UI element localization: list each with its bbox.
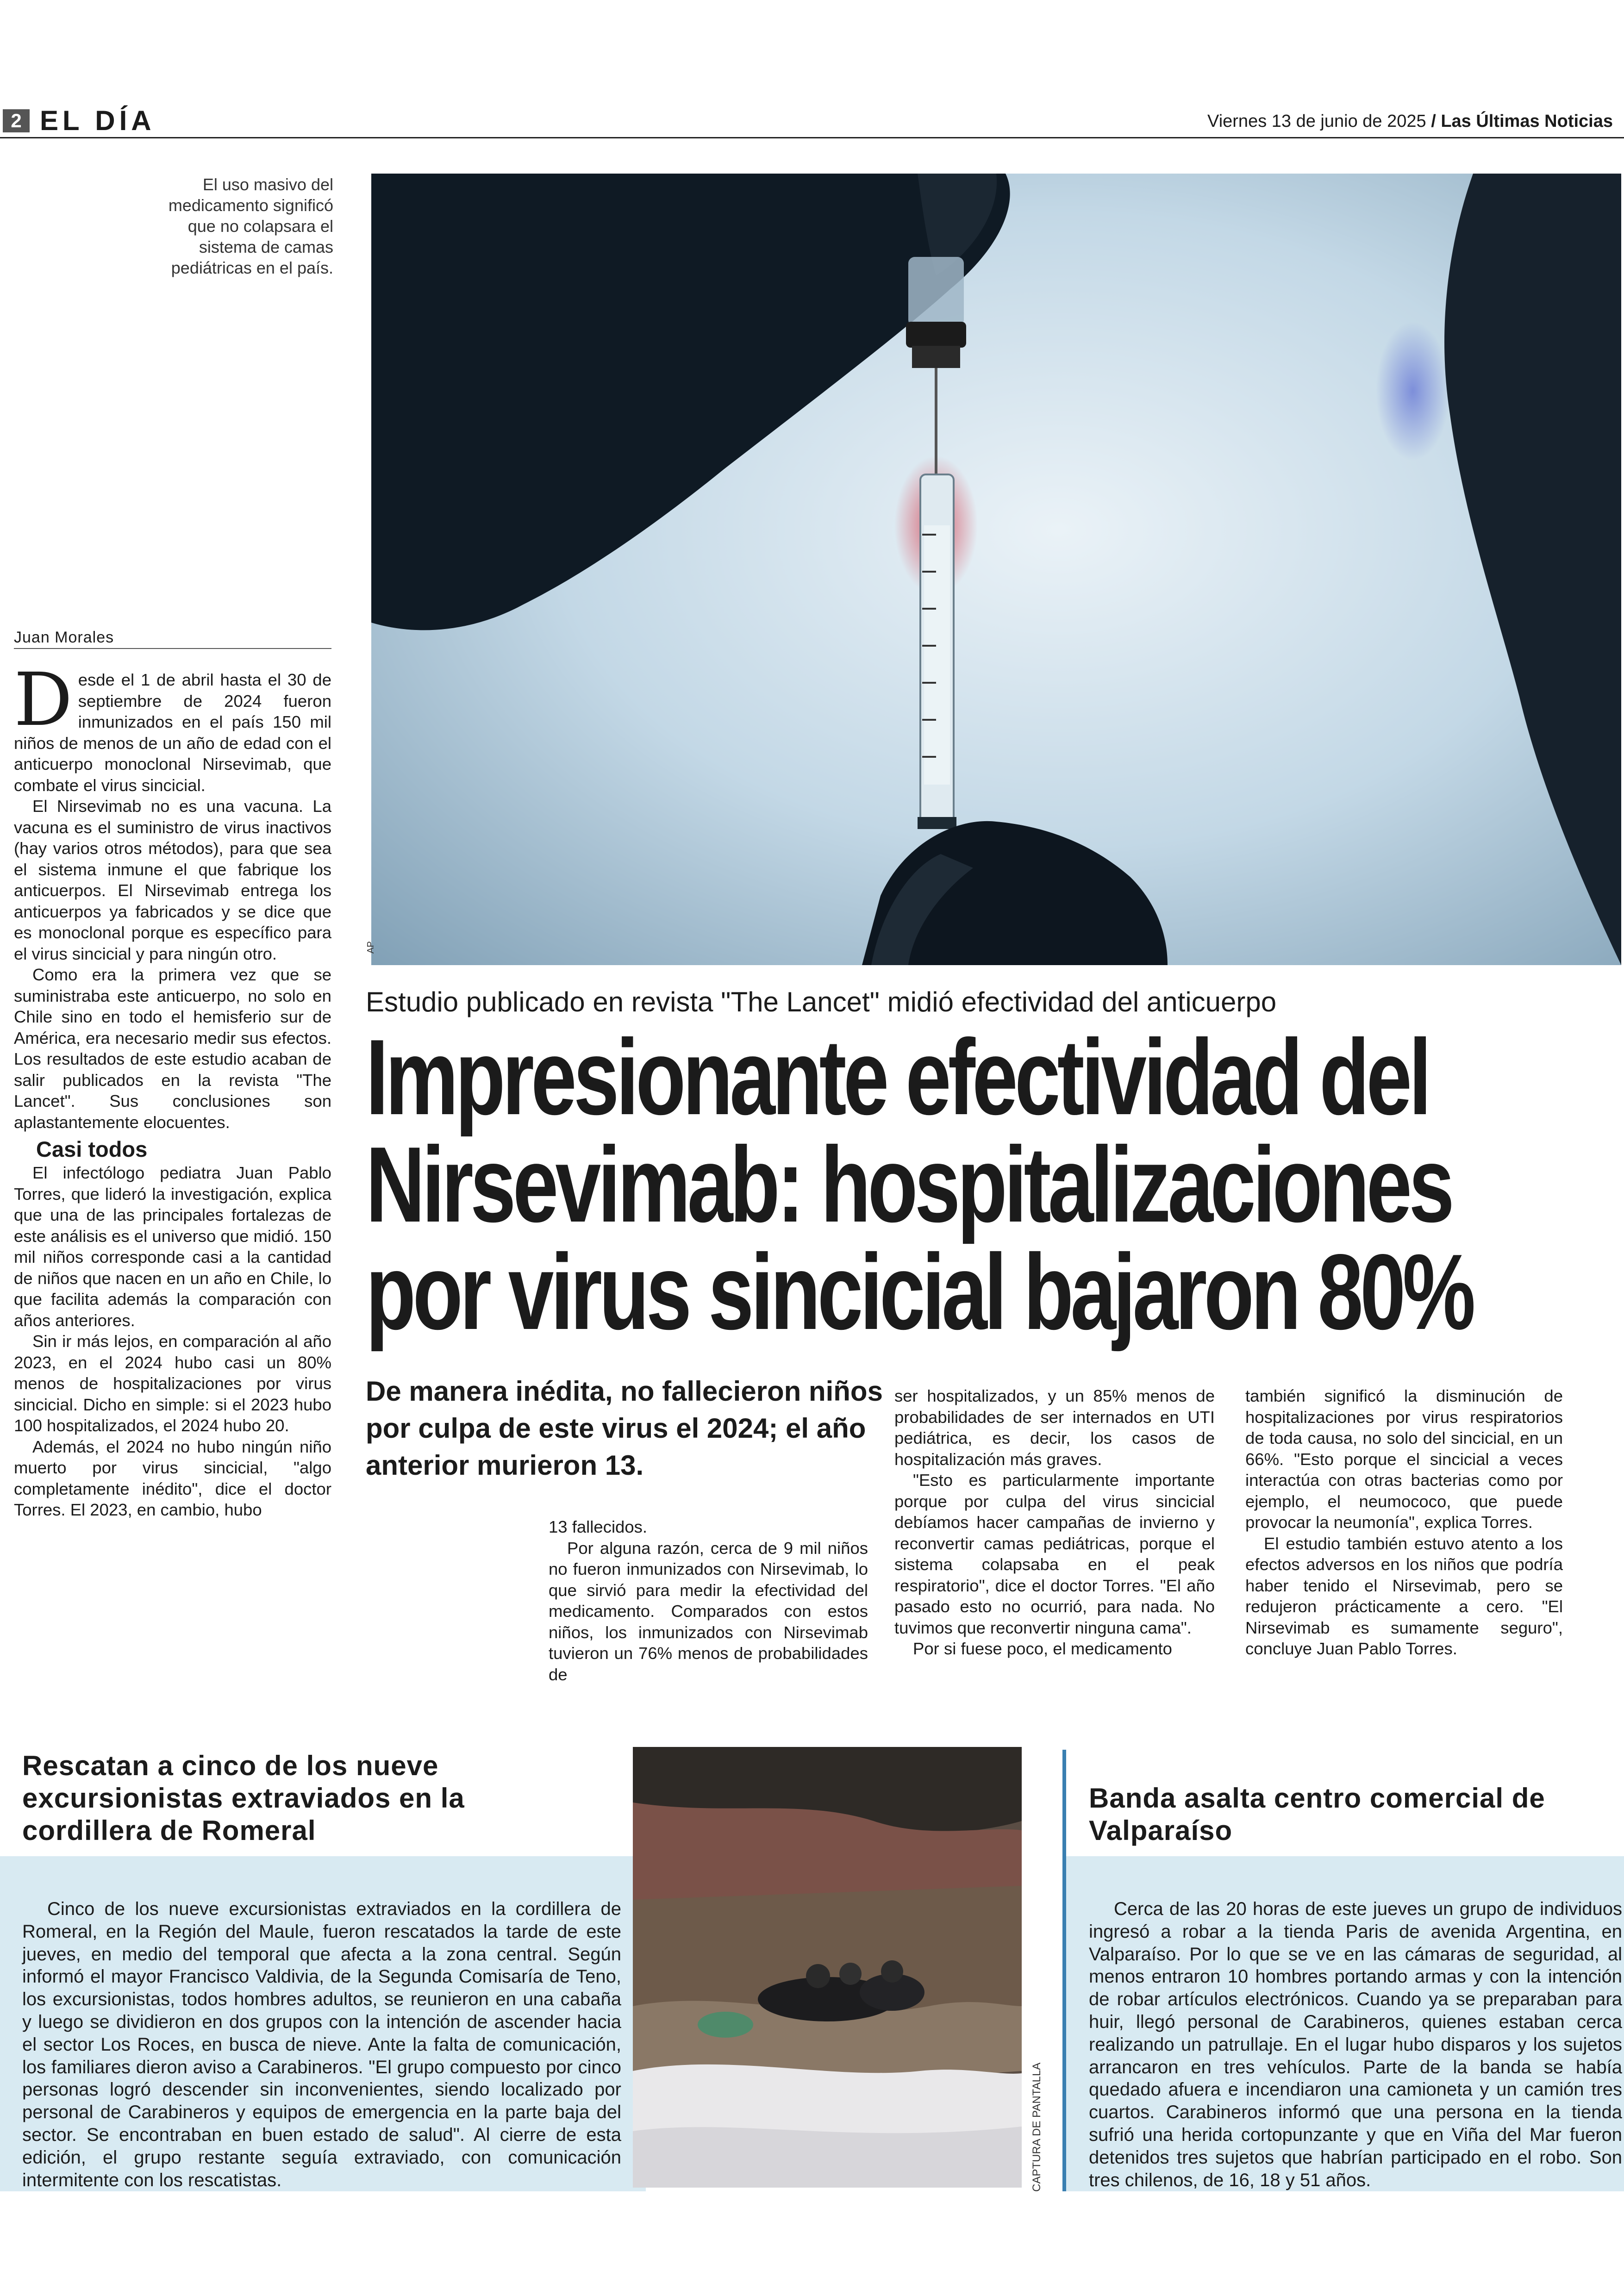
byline: Juan Morales [14, 629, 114, 646]
paragraph: El infectólogo pediatra Juan Pablo Torres, que lideró la investigación, explica que una de las principales fortalezas de este análisis es el universo que midió. 150 mil niños corresponde casi a la cantidad de niños que nacen en un año en Chile, lo que facilita además la comparación con años anteriores. [14, 1163, 331, 1330]
photo-credit: AP [366, 941, 376, 954]
headline [366, 1017, 1473, 1352]
brief-body-rescue [22, 1898, 621, 2191]
article-column-1 [14, 657, 331, 1521]
dateline-separator: / [1431, 112, 1436, 131]
section-title: EL DÍA [40, 105, 156, 136]
brief-body-robbery [1089, 1898, 1622, 2191]
paragraph: El estudio también estuvo atento a los efectos adversos en los niños que podría haber tenido el Nirsevimab, pero se redujeron prácticamente a cero. "El Nirsevimab es sumamente seguro", concluye Juan Pablo Torres. [1245, 1534, 1563, 1658]
paragraph: Sin ir más lejos, en comparación al año 2023, en el 2024 hubo casi un 80% menos de hospitalizaciones por virus sincicial. Dicho en simple: si el 2023 hubo 100 hospitalizados, el 2024 hubo 20. [14, 1332, 331, 1435]
brief-accent-bar [1062, 1750, 1066, 2191]
headline-line: por virus sincicial bajaron 80% [366, 1232, 1473, 1352]
hikers-photo [633, 1747, 1022, 2188]
article-column-4 [1245, 1385, 1563, 1659]
headline-line: Impresionante efectividad del [366, 1017, 1429, 1137]
page-number: 2 [3, 109, 30, 132]
paragraph: El Nirsevimab no es una vacuna. La vacuna es el suministro de virus inactivos (hay varios otros métodos), para que sea el sistema inmune el que fabrique los anticuerpos. El Nirsevimab entrega los anticuerpos ya fabricados y se dice que es monoclonal porque es específico para el virus sincicial y para ningún otro. [14, 797, 331, 963]
paragraph-text: esde el 1 de abril hasta el 30 de septiembre de 2024 fueron inmunizados en el país 150 mil niños de menos de un año de edad con el anticuerpo monoclonal Nirsevimab, que combate el virus sincicial. [14, 670, 331, 795]
photo-credit-screenshot: CAPTURA DE PANTALLA [1031, 2062, 1043, 2192]
article-column-3 [894, 1385, 1215, 1659]
brief-headline-rescue: Rescatan a cinco de los nueve excursionistas extraviados en la cordillera de Romeral [22, 1750, 465, 1846]
article-column-2 [549, 1516, 868, 1685]
byline-rule [14, 648, 331, 649]
paragraph: "Esto es particularmente importante porque por culpa del virus sincicial debíamos hacer campañas de invierno y reconvertir camas pediátricas, porque el sistema colapsaba en el peak respiratorio", dice el doctor Torres. "El año pasado esto no ocurrió, para nada. No tuvimos que reconvertir ninguna cama". [894, 1471, 1215, 1637]
paragraph: ser hospitalizados, y un 85% menos de probabilidades de ser internados en UTI pediátrica, es decir, los casos de hospitalización más graves. [894, 1386, 1215, 1469]
kicker: Estudio publicado en revista "The Lancet" midió efectividad del anticuerpo [366, 986, 1277, 1017]
headline-line: Nirsevimab: hospitalizaciones [366, 1125, 1452, 1245]
paragraph: Cerca de las 20 horas de este jueves un grupo de individuos ingresó a robar a la tienda Paris de avenida Argentina, en Valparaíso. Por lo que se ve en las cámaras de seguridad, al menos entraron 10 hombres portando armas y con la intención de robar artículos electrónicos. Cuando ya se preparaban para huir, llegó personal de Carabineros, quienes estaban cerca realizando un patrullaje. En el lugar hubo disparos y los sujetos arrancaron en tres vehículos. Parte de la banda se había quedado afuera e incendiaron una camioneta y un camión tres cuartos. Carabineros informó que una persona en la tienda sufrió una herida cortopunzante y que en Viña del Mar fueron detenidos tres sujetos que habrían participado en el robo. Son tres chilenos, de 16, 18 y 51 años. [1089, 1899, 1622, 2190]
paragraph [14, 657, 331, 796]
paragraph: Como era la primera vez que se suministraba este anticuerpo, no solo en Chile sino en todo el hemisferio sur de América, era necesario medir sus efectos. Los resultados de este estudio acaban de salir publicados en la revista "The Lancet". Sus conclusiones son aplastantemente elocuentes. [14, 965, 331, 1132]
paragraph: Por si fuese poco, el medicamento [913, 1639, 1172, 1658]
newspaper-name: Las Últimas Noticias [1441, 112, 1613, 131]
paragraph: Además, el 2024 no hubo ningún niño muerto por virus sincicial, "algo completamente inédito", dice el doctor Torres. El 2023, en cambio, hubo [14, 1437, 331, 1519]
brief-headline-robbery: Banda asalta centro comercial de Valparaíso [1089, 1783, 1545, 1846]
dateline [1207, 110, 1613, 132]
syringe-photo [371, 174, 1621, 965]
paragraph: también significó la disminución de hospitalizaciones por virus respiratorios de toda causa, no solo del sincicial, en un 66%. "Esto porque el sincicial a veces interactúa con otras bacterias como por ejemplo, el neumococo, que puede provocar la neumonía", explica Torres. [1245, 1386, 1563, 1532]
paragraph: Por alguna razón, cerca de 9 mil niños no fueron inmunizados con Nirsevimab, lo que sirvió para medir la efectividad del medicamento. Comparados con estos niños, los inmunizados con Nirsevimab tuvieron un 76% menos de probabilidades de [549, 1538, 868, 1684]
paragraph: 13 fallecidos. [549, 1517, 648, 1536]
photo-caption: El uso masivo del medicamento significó que no colapsara el sistema de camas pediátricas en el país. [168, 175, 333, 277]
paragraph: Cinco de los nueve excursionistas extraviados en la cordillera de Romeral, en la Región del Maule, fueron rescatados la tarde de este jueves, en medio del temporal que afecta a la zona central. Según informó el mayor Francisco Valdivia, de la Segunda Comisaría de Teno, los excursionistas, todos hombres adultos, se reunieron en una cabaña y luego se dividieron en dos grupos con la intención de ascender hacia el sector Los Roces, en busca de nieve. Ante la falta de comunicación, los familiares dieron aviso a Carabineros. "El grupo compuesto por cinco personas logró descender sin inconvenientes, siendo localizado por personal de Carabineros y equipos de emergencia en la parte baja del sector. Se encontraban en buen estado de salud". Al cierre de esta edición, el grupo restante seguía extraviado, con comunicación intermitente con los rescatistas. [22, 1899, 621, 2190]
header-rule [0, 137, 1624, 138]
drop-cap: D [14, 657, 73, 742]
issue-date: Viernes 13 de junio de 2025 [1207, 112, 1426, 131]
subheading: Casi todos [36, 1137, 148, 1161]
deck: De manera inédita, no fallecieron niños por culpa de este virus el 2024; el año anterior murieron 13. [366, 1376, 883, 1481]
